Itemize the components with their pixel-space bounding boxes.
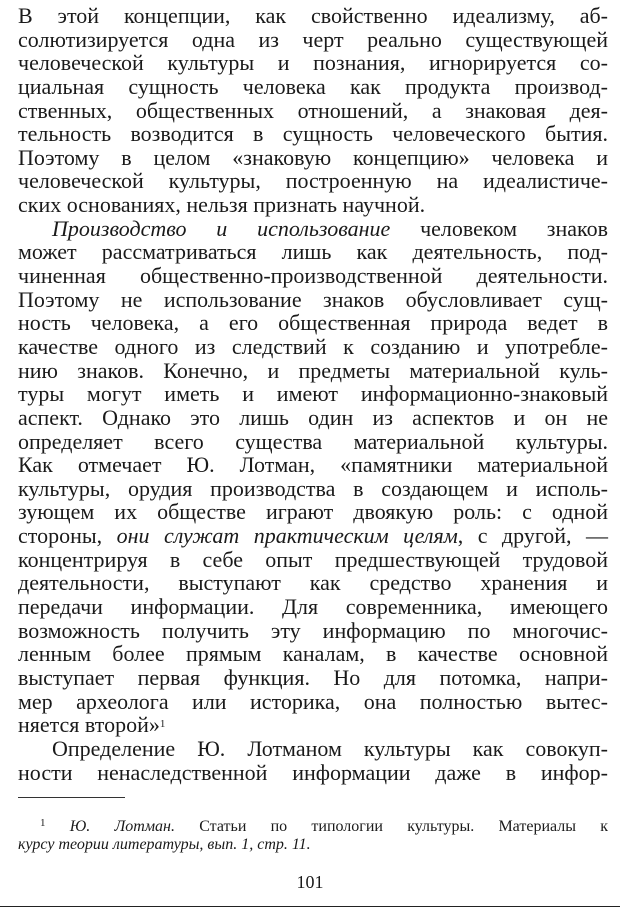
footnote-line [18,834,608,856]
text-line [18,524,608,548]
text-line: качестве одного из следствий к созданию и употребле- [18,333,608,359]
text-line: ленным более прямым каналам, в качестве основной [18,641,608,667]
text-span: , с другой, — [457,523,609,549]
text-line [18,713,608,737]
text-line: концентрируя в себе опыт предшествующей трудовой [18,546,608,572]
text-span: няется второй» [18,712,160,738]
text-line: циальная сущность человека как продукта производ- [18,73,608,99]
text-line: Поэтому в целом «знаковую концепцию» человека и [18,144,608,170]
footnote-source: курсу теории литературы, вып. 1, стр. 11. [18,836,311,853]
italic-emphasis: Производство и использование [52,215,391,241]
text-span: стороны, [18,523,117,549]
footnote [18,812,608,856]
footnote-ref[interactable]: 1 [159,718,166,731]
page-number: 101 [296,872,324,892]
text-line: может рассматриваться лишь как деятельность, под- [18,239,608,265]
page-edge-line [0,906,620,907]
text-line: определяет всего существа материальной культуры. [18,428,608,454]
footnote-author: Ю. Лотман. [69,818,175,835]
text-line: тельность возводится в сущность человеческого бытия. [18,121,608,147]
text-line: передачи информации. Для современника, имеющего [18,594,608,620]
paragraph-start: Определение Ю. Лотманом культуры как совокуп- [52,735,608,761]
text-line: мер археолога или историка, она полностью вытес- [18,688,608,714]
text-line: человеческой культуры и познания, игнорируется со- [18,50,608,76]
text-line: чиненная общественно-производственной деятельности. [18,263,608,289]
text-line: возможность получить эту информацию по многочис- [18,617,608,643]
text-line: аспект. Однако это лишь один из аспектов и он не [18,404,608,430]
footnote-line [18,812,608,834]
text-line: выступает первая функция. Но для потомка, напри- [18,664,608,690]
text-line: ственных, общественных отношений, а знаковая дея- [18,97,608,123]
body-text [18,4,608,784]
text-line: нию знаков. Конечно, и предметы материальной куль- [18,357,608,383]
footnote-divider [18,797,125,798]
text-line: В этой концепции, как свойственно идеализму, аб- [18,3,608,28]
text-line: Поэтому не использование знаков обусловливает сущ- [18,286,608,312]
text-line: зующем их обществе играют двоякую роль: с одной [18,499,608,525]
italic-emphasis: они служат практическим целям [116,523,458,549]
text-line: ность человека, а его общественная природа ведет в [18,310,608,336]
text-line: ности ненаследственной информации даже в инфор- [18,759,608,785]
text-line: культуры, орудия производства в создающем и исполь- [18,475,608,501]
text-line: ских основаниях, нельзя признать научной. [18,192,426,218]
text-line: Как отмечает Ю. Лотман, «памятники материальной [18,452,608,478]
text-line: туры могут иметь и имеют информационно-знаковый [18,381,608,407]
text-line: солютизируется одна из черт реально существующей [18,26,608,52]
text-line: человеческой культуры, построенную на идеалистиче- [18,168,608,194]
text-span: человеком знаков [390,215,608,241]
footnote-title: Статьи по типологии культуры. Материалы к [175,818,608,835]
footnote-marker: 1 [40,817,46,829]
paragraph-start [18,217,608,241]
text-line: деятельности, выступают как средство хранения и [18,570,608,596]
